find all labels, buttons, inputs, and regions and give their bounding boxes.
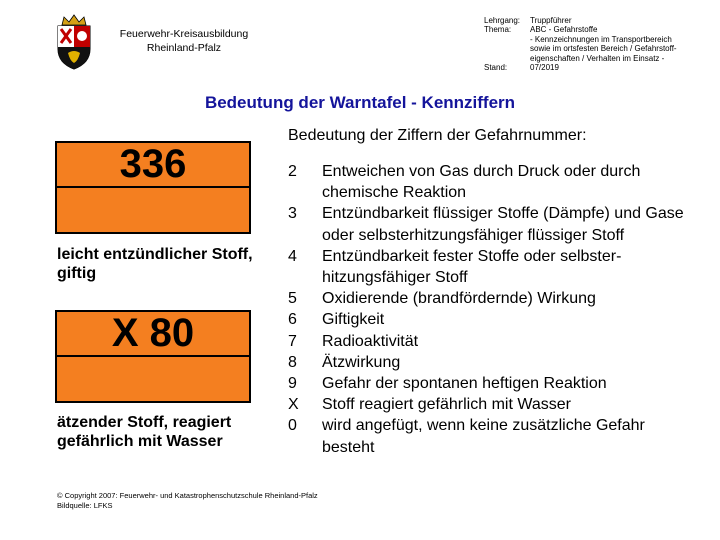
meta-label: Thema: [484,25,512,35]
digit: 4 [288,247,297,265]
digit-meaning: Ätzwirkung [322,353,401,371]
meta-row [484,54,710,63]
list-item [288,394,692,415]
org-line-1: Feuerwehr-Kreisausbildung [119,28,249,40]
org-line-2: Rheinland-Pfalz [146,42,222,54]
digit: 6 [288,311,297,329]
list-item [288,203,692,245]
meta-label: Lehrgang: [484,16,521,25]
digit-meaning: Oxidierende (brandfördernde) Wirkung [322,290,596,308]
digit-meaning: Entzündbarkeit flüssiger Stoffe (Dämpfe) und Gase oder selbsterhitzungsfähiger flüssiger Stoff [322,205,684,244]
coat-of-arms-logo [52,13,96,71]
list-item [288,415,692,457]
digit: 8 [288,353,297,371]
digit-meaning: Gefahr der spontanen heftigen Reaktion [322,375,607,393]
meta-value: eigenschaften / Verhalten im Einsatz - [530,53,665,63]
list-heading: Bedeutung der Ziffern der Gefahrnummer: [288,127,587,144]
digit-meaning: wird angefügt, wenn keine zusätzliche Gefahr besteht [322,417,645,456]
hazard-digit-list [288,161,692,458]
digit: 9 [288,375,297,393]
digit-meaning: Stoff reagiert gefährlich mit Wasser [322,396,571,414]
warning-plate-x80 [55,310,251,403]
plate-hazard-number: 336 [57,143,249,188]
meta-value: 07/2019 [530,63,559,73]
organization-name [108,27,260,55]
digit: 0 [288,417,297,435]
meta-row [484,35,710,44]
meta-label: Stand: [484,63,508,73]
digit: X [288,396,299,414]
list-item [288,331,692,352]
list-item [288,373,692,394]
digit: 5 [288,290,297,308]
meta-value: ABC - Gefahrstoffe [530,25,598,35]
list-item [288,246,692,288]
list-item [288,288,692,309]
meta-value: - Kennzeichnungen im Transportbereich [530,34,672,44]
meta-row [484,25,710,34]
list-item [288,309,692,330]
meta-label [484,44,530,53]
image-source-text: Bildquelle: LFKS [57,501,113,510]
meta-row [484,44,710,53]
digit-meaning: Radioaktivität [322,332,419,350]
warning-plate-336 [55,141,251,234]
meta-value: Truppführer [530,16,572,25]
digit-meaning: Giftigkeit [322,311,385,329]
meta-row [484,63,710,72]
meta-label [484,54,530,63]
list-item [288,352,692,373]
digit: 7 [288,332,297,350]
meta-value: sowie im ortsfesten Bereich / Gefahrstoff- [530,44,677,54]
plate-caption: leicht entzündlicher Stoff, giftig [57,246,253,282]
meta-label [484,35,530,44]
copyright-text: © Copyright 2007: Feuerwehr- und Katastrophenschutzschule Rheinland-Pfalz [57,491,318,500]
digit-meaning: Entzündbarkeit fester Stoffe oder selbster-hitzungsfähiger Stoff [322,247,622,287]
digit: 2 [288,163,297,180]
meta-row [484,16,710,25]
page-title: Bedeutung der Warntafel - Kennziffern [204,93,516,112]
digit-meaning: Entweichen von Gas durch Druck oder durch chemische Reaktion [322,163,641,202]
digit: 3 [288,205,297,223]
plate-hazard-number: X 80 [57,312,249,357]
plate-caption: ätzender Stoff, reagiert gefährlich mit Wasser [57,414,232,450]
course-meta [484,16,710,72]
list-item [288,161,692,203]
footer [57,491,318,511]
